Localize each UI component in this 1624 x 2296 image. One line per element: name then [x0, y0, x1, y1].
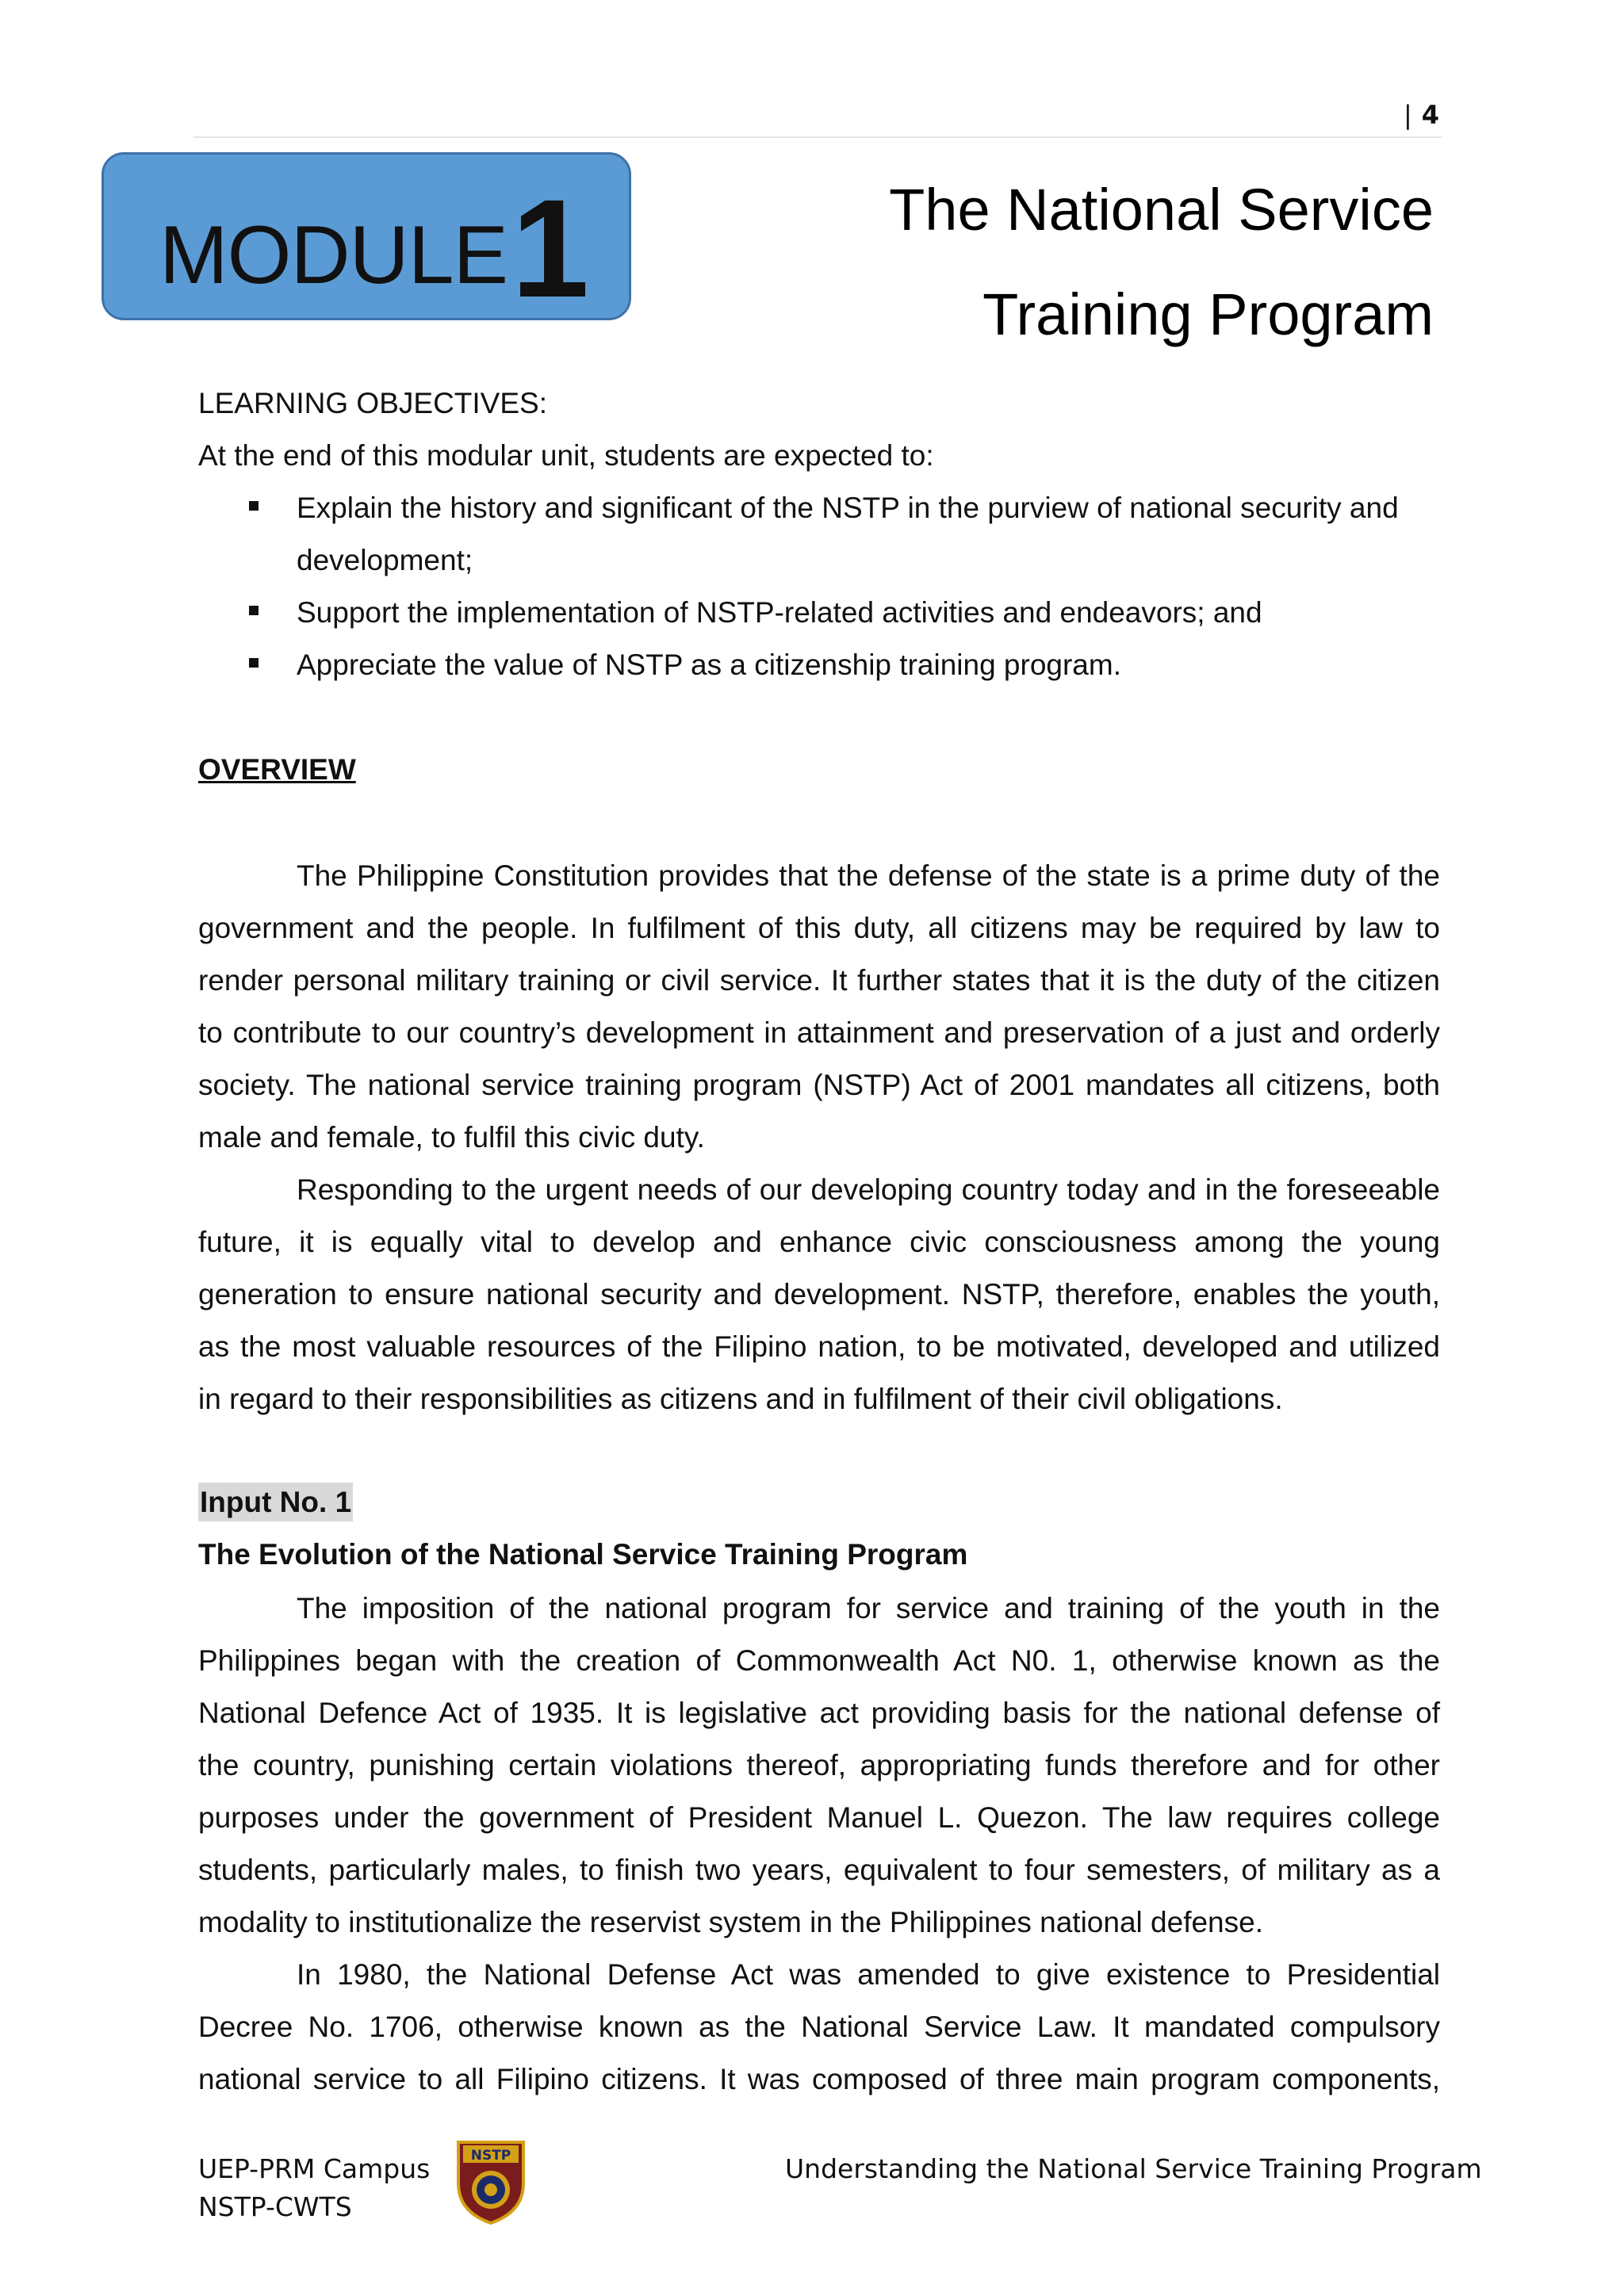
page-title-line-2: Training Program	[982, 281, 1434, 347]
footer-course-title: Understanding the National Service Training Program	[785, 2153, 1482, 2184]
page-number-separator: |	[1404, 100, 1412, 130]
overview-line: male and female, to fulfil this civic duty.	[198, 1121, 705, 1154]
overview-line: The Philippine Constitution provides that the defense of the state is a prime duty of the	[297, 859, 1440, 892]
input-line: Philippines began with the creation of Commonwealth Act N0. 1, otherwise known as the	[198, 1644, 1440, 1677]
overview-line: as the most valuable resources of the Filipino nation, to be motivated, developed and utilized	[198, 1330, 1440, 1363]
footer-campus: UEP-PRM Campus	[198, 2153, 431, 2184]
input-label	[198, 1487, 353, 1517]
footer-unit: NSTP-CWTS	[198, 2191, 352, 2222]
overview-line: government and the people. In fulfilment of this duty, all citizens may be required by law to	[198, 912, 1440, 944]
input-line: students, particularly males, to finish two years, equivalent to four semesters, of military as a	[198, 1854, 1440, 1886]
input-line: modality to institutionalize the reservist system in the Philippines national defense.	[198, 1906, 1263, 1938]
bullet-marker	[249, 658, 259, 668]
overview-line: Responding to the urgent needs of our developing country today and in the foreseeable	[297, 1173, 1440, 1206]
bullet-marker	[249, 501, 259, 511]
input-heading: The Evolution of the National Service Training Program	[198, 1538, 968, 1571]
objectives-heading: LEARNING OBJECTIVES:	[198, 387, 547, 419]
logo-text: NSTP	[470, 2148, 511, 2164]
objective-item-3: Appreciate the value of NSTP as a citizenship training program.	[297, 649, 1121, 681]
module-badge	[102, 152, 631, 327]
input-line: national service to all Filipino citizens. It was composed of three main program components,	[198, 2063, 1440, 2095]
objective-item-1-line-1: Explain the history and significant of the NSTP in the purview of national security and	[297, 492, 1399, 524]
input-label-highlight: Input No. 1	[198, 1483, 353, 1521]
input-line: The imposition of the national program for service and training of the youth in the	[297, 1592, 1440, 1624]
objectives-intro: At the end of this modular unit, students are expected to:	[198, 439, 934, 472]
page-number-value: 4	[1421, 100, 1440, 130]
overview-heading: OVERVIEW	[198, 753, 356, 786]
input-line: purposes under the government of President Manuel L. Quezon. The law requires college	[198, 1801, 1440, 1834]
objective-item-1-line-2: development;	[297, 544, 473, 576]
input-line: National Defence Act of 1935. It is legislative act providing basis for the national defense of	[198, 1697, 1440, 1729]
module-number: 1	[511, 171, 589, 327]
overview-line: render personal military training or civil service. It further states that it is the duty of the citizen	[198, 964, 1440, 997]
objective-item-2: Support the implementation of NSTP-related activities and endeavors; and	[297, 596, 1262, 629]
input-line: Decree No. 1706, otherwise known as the National Service Law. It mandated compulsory	[198, 2011, 1440, 2043]
header-rule	[193, 136, 1442, 138]
input-line: the country, punishing certain violations thereof, appropriating funds therefore and for other	[198, 1749, 1440, 1781]
page-title-line-1: The National Service	[889, 177, 1434, 243]
overview-line: future, it is equally vital to develop and enhance civic consciousness among the young	[198, 1226, 1440, 1258]
overview-line: in regard to their responsibilities as citizens and in fulfilment of their civil obligations.	[198, 1383, 1283, 1415]
overview-line: to contribute to our country’s development in attainment and preservation of a just and orderly	[198, 1016, 1440, 1049]
page-number	[1404, 100, 1439, 130]
overview-line: generation to ensure national security and development. NSTP, therefore, enables the youth,	[198, 1278, 1440, 1311]
bullet-marker	[249, 606, 259, 615]
input-line: In 1980, the National Defense Act was amended to give existence to Presidential	[297, 1958, 1440, 1991]
overview-line: society. The national service training program (NSTP) Act of 2001 mandates all citizens, both	[198, 1069, 1440, 1101]
module-label: MODULE	[159, 209, 508, 301]
nstp-logo-icon	[455, 2139, 527, 2226]
